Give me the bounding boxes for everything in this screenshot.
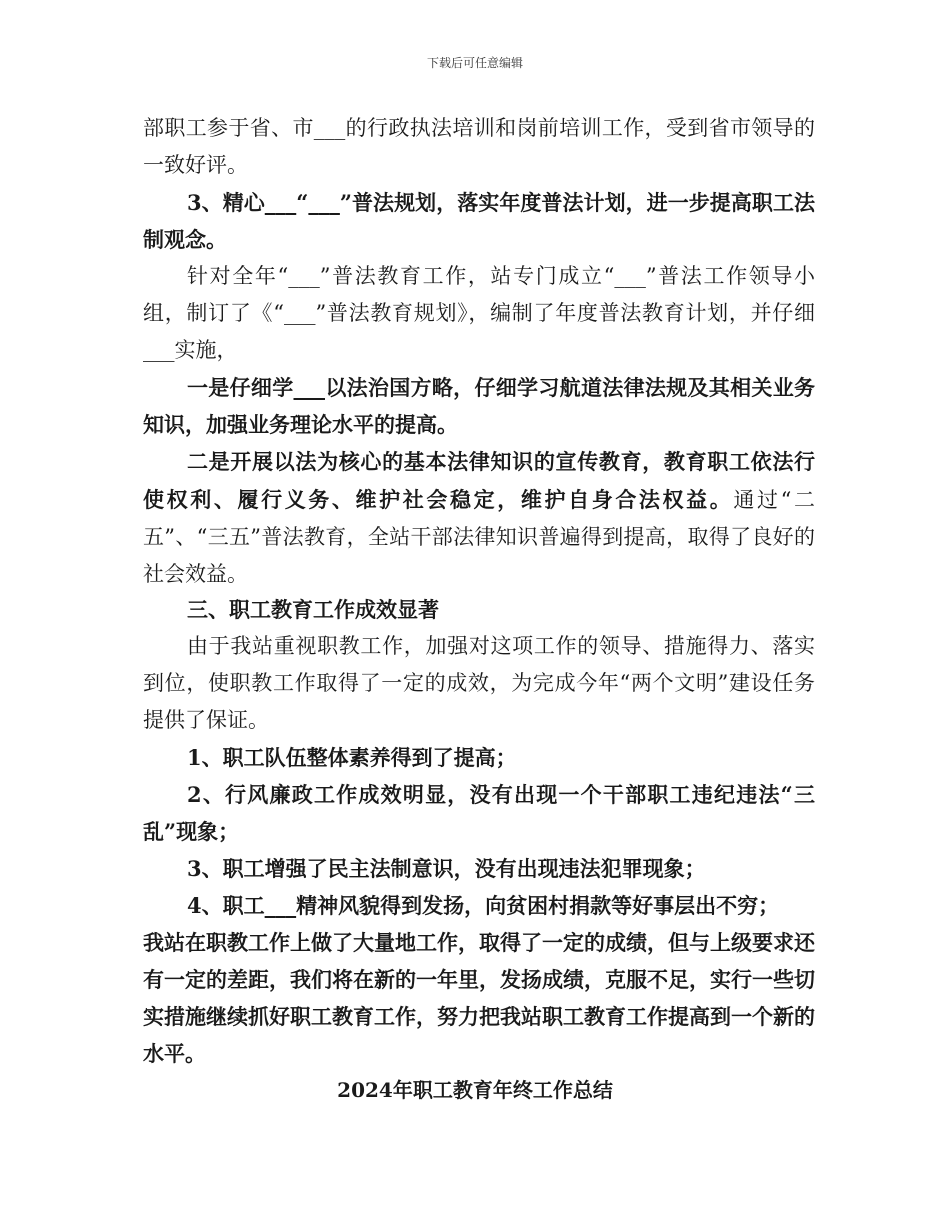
- page-header: 下载后可任意编辑: [426, 56, 523, 70]
- list-item-2: 2、行风廉政工作成效明显，没有出现一个干部职工违纪违法“三乱”现象；: [143, 782, 815, 844]
- section-heading: 三、职工教育工作成效显著: [187, 597, 439, 622]
- closing-paragraph: 我站在职教工作上做了大量地工作，取得了一定的成绩，但与上级要求还有一定的差距，我们将在新的一年里，发扬成绩，克服不足，实行一些切实措施继续抓好职工教育工作，努力把我站职工教育工作提高到一个新的水平。: [143, 930, 815, 1066]
- list-item-3: 3、职工增强了民主法制意识，没有出现违法犯罪现象；: [187, 856, 706, 881]
- paragraph-1: 部职工参于省、市___的行政执法培训和岗前培训工作，受到省市领导的一致好评。: [143, 116, 815, 177]
- paragraph-3: 针对全年“___”普法教育工作，站专门成立“___”普法工作领导小组，制订了《“___”普法教育规划》，编制了年度普法教育计划，并仔细___实施，: [143, 264, 815, 362]
- paragraph-5: [143, 443, 815, 593]
- document-title: 2024年职工教育年终工作总结: [337, 1078, 613, 1102]
- paragraph-5-normal: 通过“二五”、“三五”普法教育，全站干部法律知识普遍得到提高，取得了良好的社会效益。: [143, 488, 815, 586]
- list-item-4: 4、职工___精神风貌得到发扬，向贫困村捐款等好事层出不穷；: [187, 893, 780, 918]
- paragraph-6: 由于我站重视职教工作，加强对这项工作的领导、措施得力、落实到位，使职教工作取得了一定的成效，为完成今年“两个文明”建设任务提供了保证。: [143, 634, 815, 732]
- paragraph-4: 一是仔细学___以法治国方略，仔细学习航道法律法规及其相关业务知识，加强业务理论水平的提高。: [143, 375, 815, 437]
- list-item-1: 1、职工队伍整体素养得到了提高；: [187, 745, 517, 770]
- paragraph-2: 3、精心___“___”普法规划，落实年度普法计划，进一步提高职工法制观念。: [143, 190, 815, 252]
- paragraph-5-bold: 二是开展以法为核心的基本法律知识的宣传教育，教育职工依法行使权利、履行义务、维护社会稳定，维护自身合法权益。: [143, 449, 815, 512]
